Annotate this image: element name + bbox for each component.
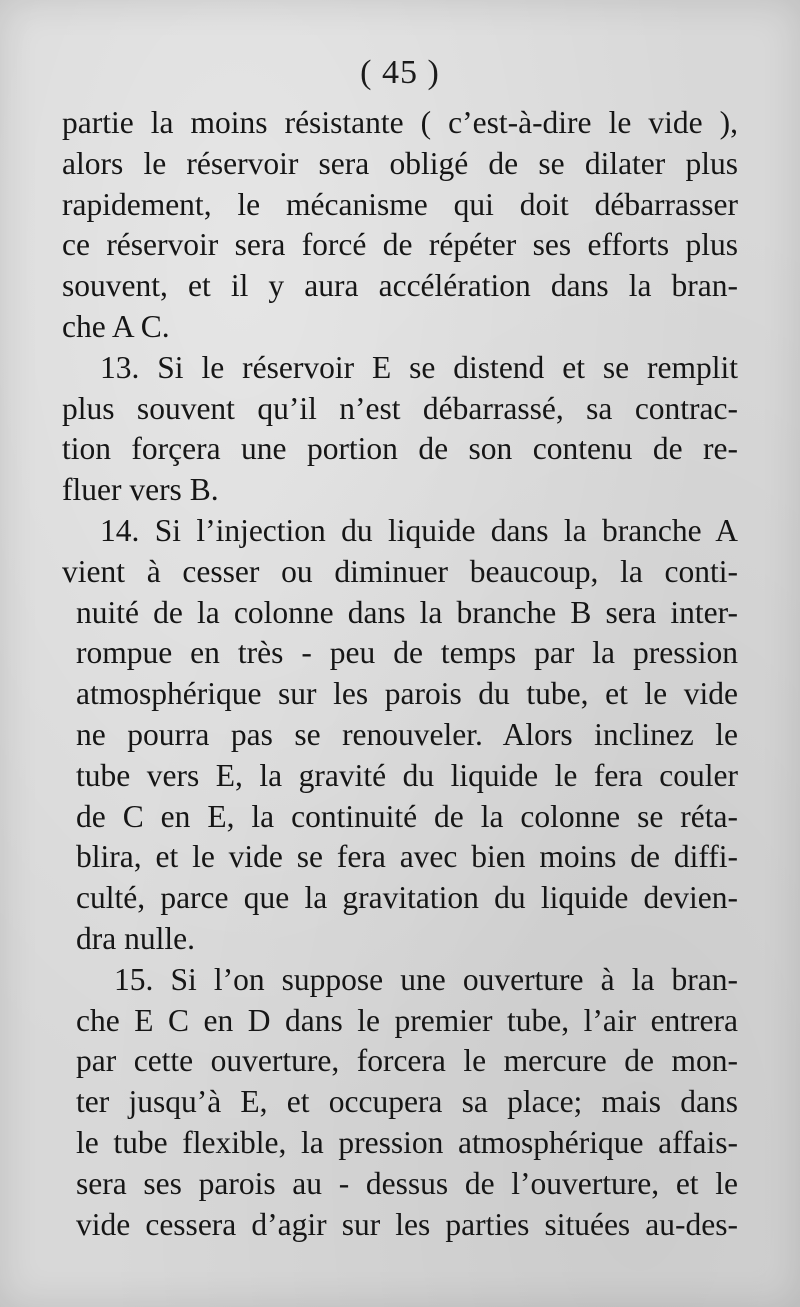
text-line: blira, et le vide se fera avec bien moins de diffi- <box>76 839 738 875</box>
text-line: che E C en D dans le premier tube, l’air entrera <box>76 1002 738 1038</box>
text-line: par cette ouverture, forcera le mercure de mon- <box>76 1043 738 1079</box>
text-line: tion forçera une portion de son contenu de re- <box>62 431 738 467</box>
text-line: plus souvent qu’il n’est débarrassé, sa contrac- <box>62 390 738 426</box>
text-line: culté, parce que la gravitation du liquide devien- <box>76 880 738 916</box>
text-line: atmosphérique sur les parois du tube, et le vide <box>76 676 738 712</box>
text-line: vient à cesser ou diminuer beaucoup, la conti- <box>62 553 738 589</box>
paragraph-13-start: 13. Si le réservoir E se distend et se remplit <box>100 349 738 385</box>
text-line: dra nulle. <box>76 920 195 956</box>
text-line: de C en E, la continuité de la colonne se réta- <box>76 798 738 834</box>
page-body-text <box>62 103 738 1245</box>
text-line: rompue en très - peu de temps par la pression <box>76 635 738 671</box>
text-line: vide cessera d’agir sur les parties situées au-des- <box>76 1206 738 1242</box>
text-line: ne pourra pas se renouveler. Alors inclinez le <box>76 716 738 752</box>
text-line: rapidement, le mécanisme qui doit débarrasser <box>62 186 738 222</box>
text-line: fluer vers B. <box>62 472 219 508</box>
page-number: ( 45 ) <box>360 54 440 91</box>
text-line: ter jusqu’à E, et occupera sa place; mais dans <box>76 1084 738 1120</box>
text-line: sera ses parois au - dessus de l’ouverture, et le <box>76 1165 738 1201</box>
text-line: le tube flexible, la pression atmosphérique affais- <box>76 1124 738 1160</box>
paragraph-14-start: 14. Si l’injection du liquide dans la branche A <box>100 512 738 548</box>
text-line: nuité de la colonne dans la branche B sera inter- <box>76 594 738 630</box>
paragraph-15-start: 15. Si l’on suppose une ouverture à la bran- <box>114 961 738 997</box>
text-line: partie la moins résistante ( c’est-à-dire le vide ), <box>62 105 738 140</box>
text-line: ce réservoir sera forcé de répéter ses efforts plus <box>62 227 738 263</box>
text-line: tube vers E, la gravité du liquide le fera couler <box>76 757 738 793</box>
text-line: alors le réservoir sera obligé de se dilater plus <box>62 145 738 181</box>
text-line: souvent, et il y aura accélération dans la bran- <box>62 268 738 304</box>
text-line: che A C. <box>62 308 170 344</box>
